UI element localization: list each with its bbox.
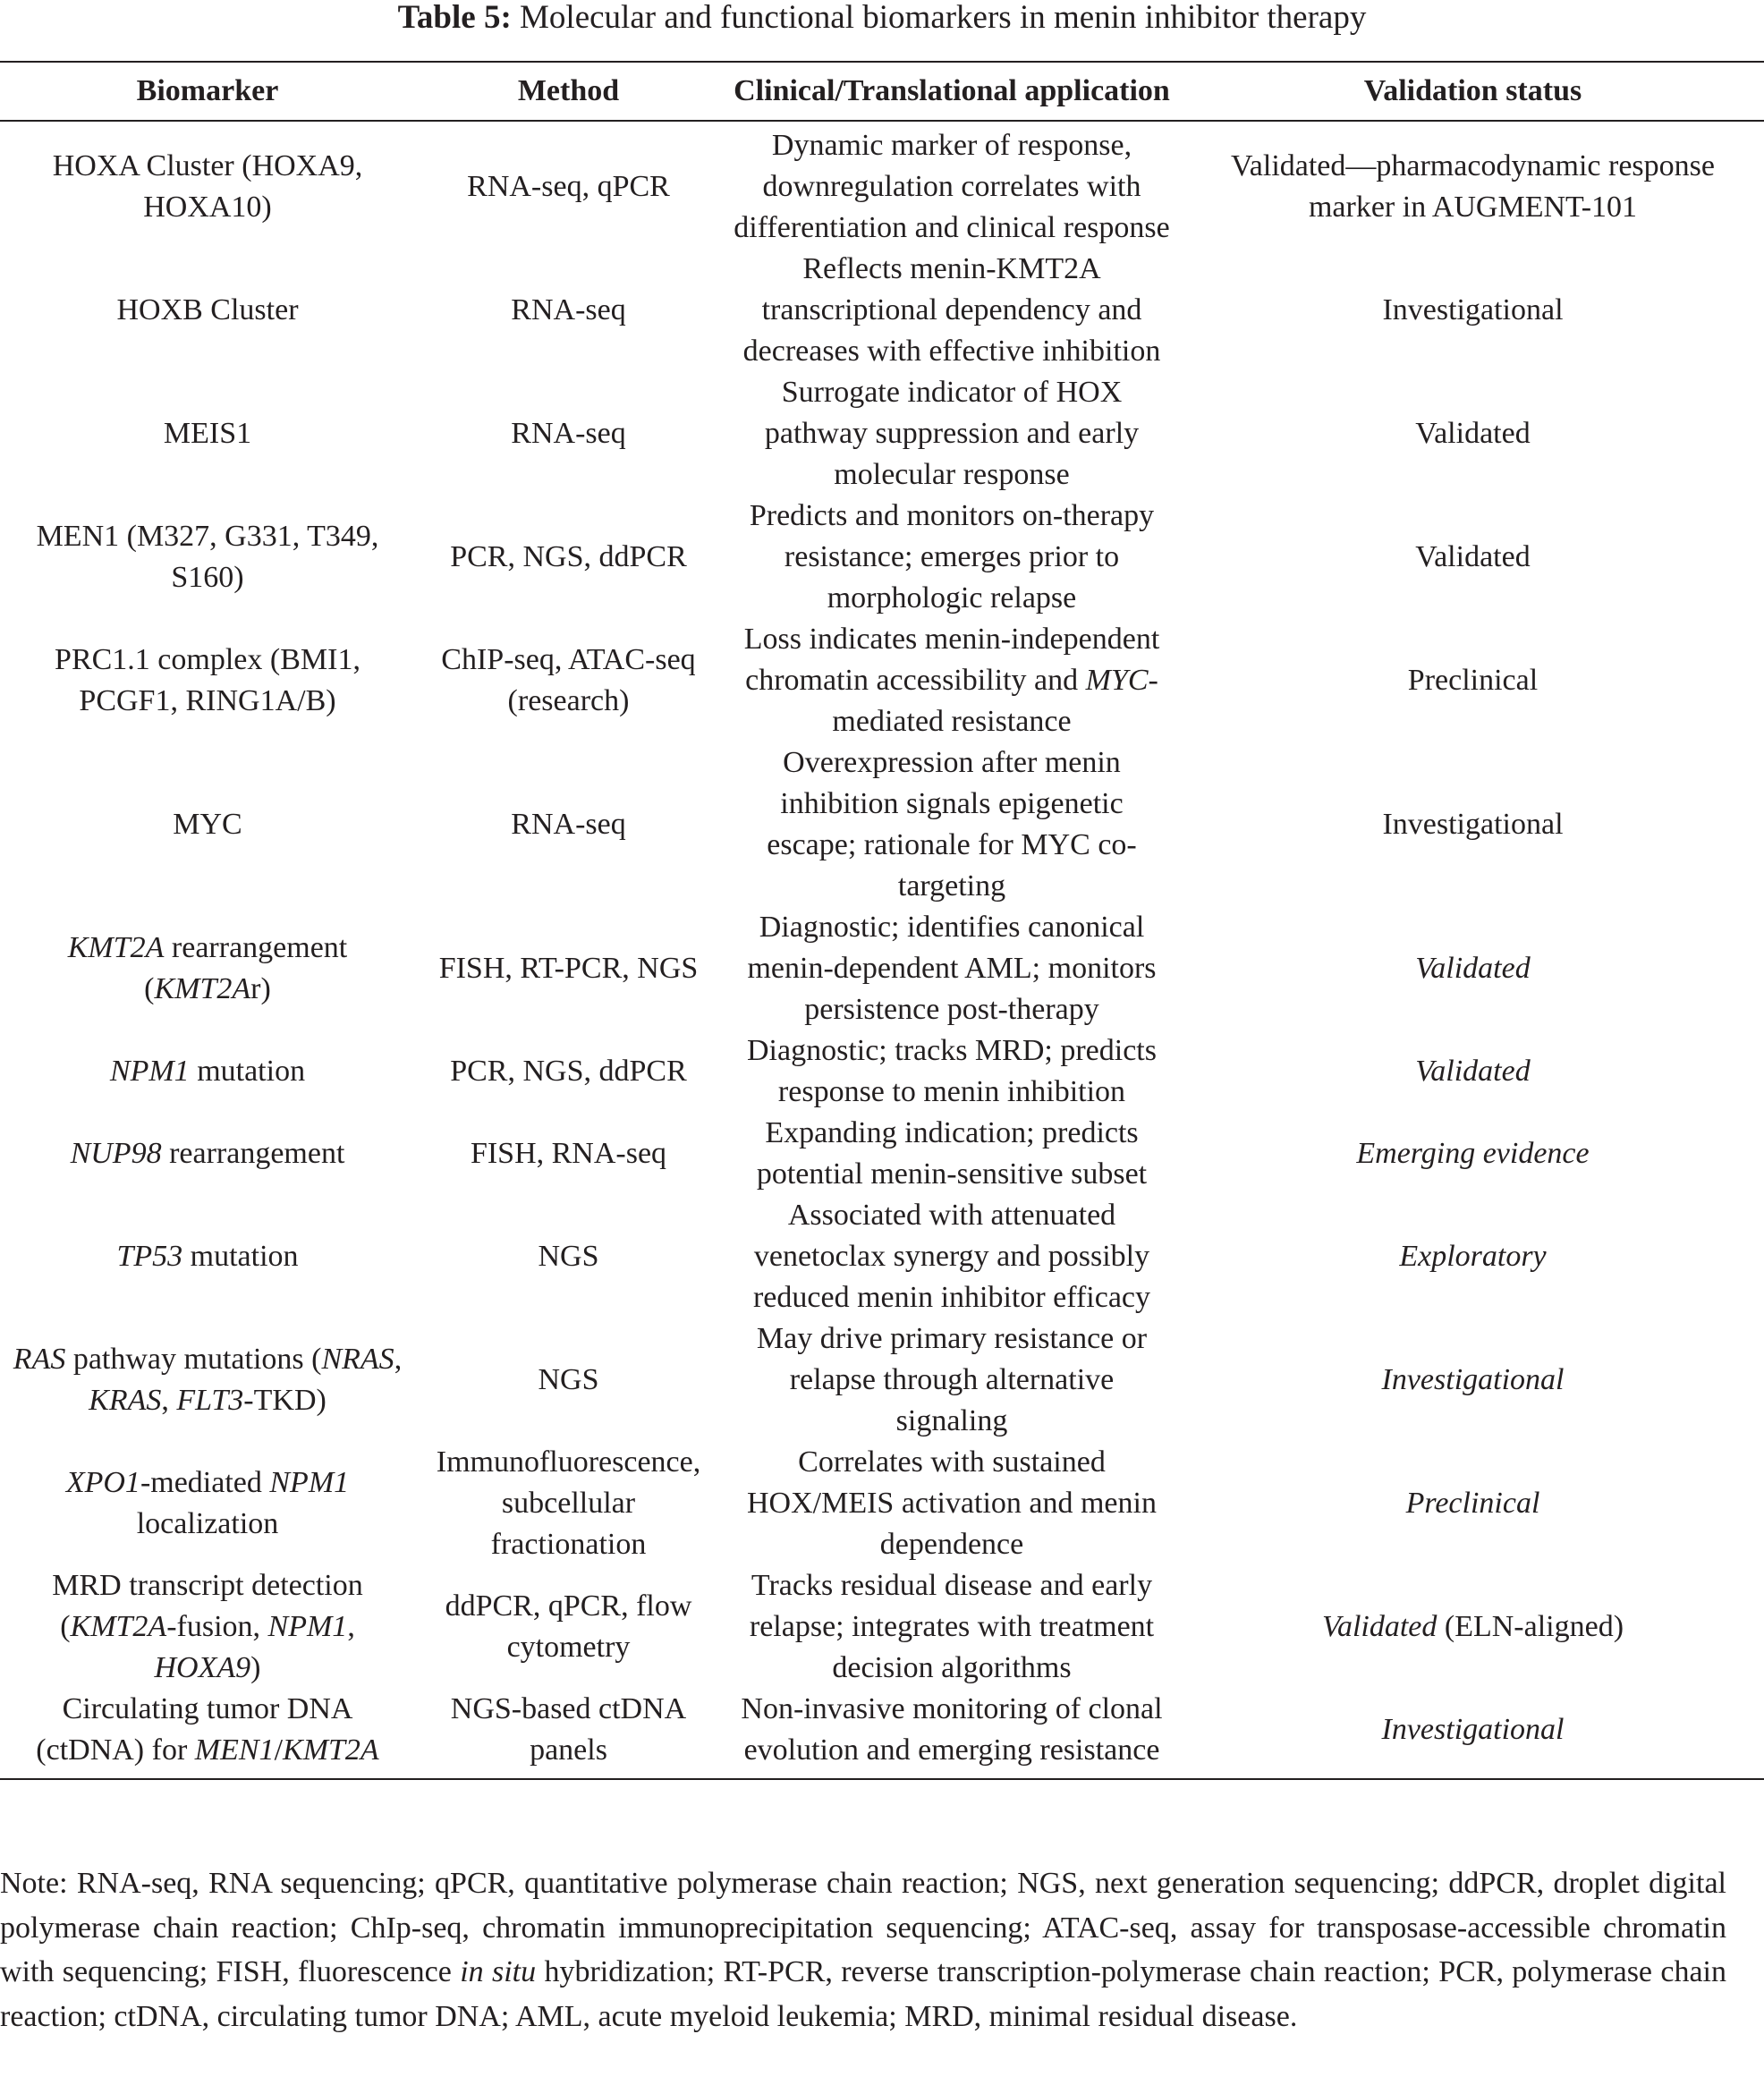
- cell-application: [722, 907, 1182, 1030]
- biomarker-text: MEN1: [194, 1733, 275, 1767]
- cell-method: PCR, NGS, ddPCR: [450, 540, 687, 573]
- cell-biomarker: [0, 249, 415, 372]
- biomarker-text: ,: [161, 1384, 177, 1417]
- biomarker-text: HOXA Cluster (HOXA9, HOXA10): [52, 149, 363, 224]
- application-text: Tracks residual disease and early relapse; integrates with treatment decision algorithms: [749, 1569, 1155, 1684]
- biomarker-text: Circulating tumor DNA (ctDNA) for: [36, 1692, 353, 1767]
- application-text: May drive primary resistance or relapse through alternative signaling: [756, 1322, 1148, 1437]
- biomarker-text: KMT2A: [283, 1733, 379, 1767]
- biomarker-text: ,: [347, 1610, 355, 1643]
- cell-validation: [1182, 1195, 1764, 1318]
- cell-application: [722, 1113, 1182, 1195]
- validation-text: Validated: [1415, 952, 1531, 985]
- validation-text: Validated—pharmacodynamic response marker in AUGMENT-101: [1231, 149, 1715, 224]
- biomarker-text: /: [274, 1733, 284, 1767]
- table-row: [0, 1318, 1764, 1442]
- cell-application: [722, 496, 1182, 619]
- note-text: hybridization; RT-PCR, reverse transcription-polymerase chain reaction; PCR, polymerase chain reaction; ctDNA, circulating tumor DNA; AML, acute myeloid leukemia; MRD, minimal residual disease.: [0, 1955, 1726, 2033]
- table-row: [0, 1195, 1764, 1318]
- biomarker-text: TP53: [116, 1240, 183, 1273]
- application-text: Predicts and monitors on-therapy resistance; emerges prior to morphologic relapse: [749, 499, 1155, 614]
- biomarker-text: r): [250, 972, 271, 1005]
- cell-biomarker: [0, 1030, 415, 1113]
- cell-validation: [1182, 249, 1764, 372]
- cell-method: NGS: [538, 1240, 599, 1273]
- cell-biomarker: [0, 619, 415, 742]
- biomarker-text: KMT2A: [67, 931, 165, 964]
- cell-biomarker: [0, 907, 415, 1030]
- biomarker-text: rearrangement: [161, 1137, 345, 1170]
- biomarker-text: mutation: [182, 1240, 299, 1273]
- table-row: [0, 496, 1764, 619]
- cell-validation: [1182, 496, 1764, 619]
- note-text: Note: RNA-seq, RNA sequencing; qPCR, quantitative polymerase chain reaction; NGS, next generation sequencing; ddPCR, droplet digital polymerase chain reaction; ChIp-seq, chromatin immunoprecipitation sequencing; ATAC-seq, assay for transposase-accessible chromatin with sequencing; FISH, fluorescence: [0, 1867, 1726, 1988]
- validation-text: Preclinical: [1405, 1487, 1540, 1520]
- table-caption-title: Molecular and functional biomarkers in menin inhibitor therapy: [520, 0, 1367, 36]
- table-row: [0, 1030, 1764, 1113]
- biomarker-text: RAS: [13, 1343, 66, 1376]
- biomarker-text: mutation: [189, 1055, 306, 1088]
- cell-method: FISH, RT-PCR, NGS: [438, 952, 699, 985]
- cell-validation: [1182, 742, 1764, 907]
- table-caption: [0, 0, 1764, 36]
- biomarker-text: NUP98: [70, 1137, 162, 1170]
- biomarker-text: MYC: [173, 808, 242, 841]
- cell-validation: [1182, 619, 1764, 742]
- table-row: [0, 1113, 1764, 1195]
- cell-application: [722, 249, 1182, 372]
- cell-biomarker: [0, 1442, 415, 1565]
- header-method: Method: [415, 62, 722, 121]
- cell-application: [722, 372, 1182, 496]
- validation-text: Emerging evidence: [1356, 1137, 1590, 1170]
- cell-method: NGS: [538, 1363, 599, 1396]
- cell-method: ChIP-seq, ATAC-seq (research): [441, 643, 696, 717]
- application-text: Diagnostic; tracks MRD; predicts response to menin inhibition: [747, 1034, 1157, 1108]
- cell-application: [722, 1318, 1182, 1442]
- application-text: Associated with attenuated venetoclax synergy and possibly reduced menin inhibitor efficacy: [752, 1199, 1151, 1314]
- biomarker-text: rearrangement (: [144, 931, 348, 1005]
- cell-method: FISH, RNA-seq: [470, 1137, 667, 1170]
- application-text: -mediated resistance: [832, 664, 1158, 738]
- biomarker-text: ,: [394, 1343, 403, 1376]
- application-text: Non-invasive monitoring of clonal evolution and emerging resistance: [741, 1692, 1163, 1767]
- table-row: [0, 907, 1764, 1030]
- header-row: [0, 62, 1764, 121]
- table-row: [0, 249, 1764, 372]
- validation-text: Investigational: [1381, 1363, 1565, 1396]
- application-text: Expanding indication; predicts potential menin-sensitive subset: [756, 1116, 1148, 1191]
- biomarker-text: -fusion,: [166, 1610, 268, 1643]
- cell-validation: [1182, 1565, 1764, 1689]
- cell-application: [722, 1030, 1182, 1113]
- application-text: Correlates with sustained HOX/MEIS activation and menin dependence: [747, 1445, 1157, 1561]
- biomarker-text: NPM1: [269, 1466, 350, 1499]
- validation-text: Validated: [1321, 1610, 1437, 1643]
- validation-text: Exploratory: [1399, 1240, 1547, 1273]
- biomarker-text: KMT2A: [70, 1610, 167, 1643]
- biomarker-text: NPM1: [267, 1610, 348, 1643]
- cell-method: RNA-seq: [511, 808, 626, 841]
- biomarker-text: NPM1: [109, 1055, 190, 1088]
- application-text: Dynamic marker of response, downregulation correlates with differentiation and clinical response: [734, 129, 1170, 244]
- cell-biomarker: [0, 1195, 415, 1318]
- application-text: Diagnostic; identifies canonical menin-dependent AML; monitors persistence post-therapy: [747, 911, 1157, 1026]
- cell-biomarker: [0, 1318, 415, 1442]
- cell-method: NGS-based ctDNA panels: [415, 1689, 722, 1779]
- table-row: [0, 742, 1764, 907]
- cell-method: RNA-seq, qPCR: [467, 170, 670, 203]
- cell-biomarker: [0, 1113, 415, 1195]
- table-header: [0, 62, 1764, 121]
- cell-biomarker: [0, 496, 415, 619]
- note-text: in situ: [460, 1955, 537, 1988]
- cell-application: [722, 742, 1182, 907]
- biomarker-text: MEIS1: [163, 417, 252, 450]
- cell-application: [722, 1689, 1182, 1779]
- cell-application: [722, 619, 1182, 742]
- cell-application: [722, 121, 1182, 249]
- table-note: [0, 1861, 1726, 2038]
- cell-application: [722, 1565, 1182, 1689]
- cell-validation: [1182, 1689, 1764, 1779]
- biomarker-text: MRD transcript detection (: [52, 1569, 363, 1643]
- validation-text: Validated: [1415, 1055, 1531, 1088]
- cell-biomarker: [0, 742, 415, 907]
- validation-text: Validated: [1415, 417, 1531, 450]
- application-text: MYC: [1085, 664, 1149, 697]
- cell-biomarker: [0, 121, 415, 249]
- validation-text: Investigational: [1381, 1713, 1565, 1746]
- cell-method: PCR, NGS, ddPCR: [450, 1055, 687, 1088]
- table-body: [0, 121, 1764, 1779]
- table-row: [0, 1689, 1764, 1779]
- application-text: Overexpression after menin inhibition signals epigenetic escape; rationale for MYC co-targeting: [767, 746, 1137, 903]
- biomarker-text: MEN1 (M327, G331, T349, S160): [36, 520, 379, 594]
- biomarker-text: FLT3: [176, 1384, 244, 1417]
- biomarker-text: KMT2A: [154, 972, 251, 1005]
- validation-text: (ELN-aligned): [1437, 1610, 1624, 1643]
- biomarker-text: NRAS: [321, 1343, 394, 1376]
- table-caption-label: Table 5:: [397, 0, 512, 36]
- validation-text: Investigational: [1382, 808, 1564, 841]
- validation-text: Validated: [1415, 540, 1531, 573]
- biomarker-table: [0, 61, 1764, 1780]
- cell-biomarker: [0, 372, 415, 496]
- cell-validation: [1182, 372, 1764, 496]
- cell-validation: [1182, 121, 1764, 249]
- biomarker-table-container: [0, 61, 1764, 1780]
- biomarker-text: XPO1: [65, 1466, 140, 1499]
- biomarker-text: -mediated: [140, 1466, 270, 1499]
- application-text: Loss indicates menin-independent chromatin accessibility and: [743, 623, 1160, 697]
- cell-application: [722, 1195, 1182, 1318]
- cell-method: RNA-seq: [511, 293, 626, 326]
- cell-method: RNA-seq: [511, 417, 626, 450]
- biomarker-text: localization: [136, 1507, 279, 1540]
- validation-text: Preclinical: [1407, 664, 1539, 697]
- cell-validation: [1182, 907, 1764, 1030]
- cell-application: [722, 1442, 1182, 1565]
- table-row: [0, 619, 1764, 742]
- cell-biomarker: [0, 1689, 415, 1779]
- cell-method: ddPCR, qPCR, flow cytometry: [445, 1589, 692, 1664]
- biomarker-text: PRC1.1 complex (BMI1, PCGF1, RING1A/B): [55, 643, 360, 717]
- biomarker-text: pathway mutations (: [65, 1343, 322, 1376]
- biomarker-text: ): [250, 1651, 261, 1684]
- biomarker-text: HOXA9: [154, 1651, 251, 1684]
- validation-text: Investigational: [1382, 293, 1564, 326]
- cell-validation: [1182, 1318, 1764, 1442]
- biomarker-text: HOXB Cluster: [116, 293, 299, 326]
- biomarker-text: -TKD): [243, 1384, 327, 1417]
- cell-biomarker: [0, 1565, 415, 1689]
- table-row: [0, 121, 1764, 249]
- header-validation: Validation status: [1182, 62, 1764, 121]
- application-text: Surrogate indicator of HOX pathway suppression and early molecular response: [764, 376, 1140, 491]
- cell-validation: [1182, 1030, 1764, 1113]
- cell-validation: [1182, 1113, 1764, 1195]
- biomarker-text: KRAS: [89, 1384, 162, 1417]
- cell-validation: [1182, 1442, 1764, 1565]
- header-application: Clinical/Translational application: [722, 62, 1182, 121]
- table-row: [0, 372, 1764, 496]
- header-biomarker: Biomarker: [0, 62, 415, 121]
- application-text: Reflects menin-KMT2A transcriptional dependency and decreases with effective inhibition: [742, 252, 1161, 368]
- table-row: [0, 1442, 1764, 1565]
- table-row: [0, 1565, 1764, 1689]
- cell-method: Immunofluorescence, subcellular fractionation: [436, 1445, 701, 1561]
